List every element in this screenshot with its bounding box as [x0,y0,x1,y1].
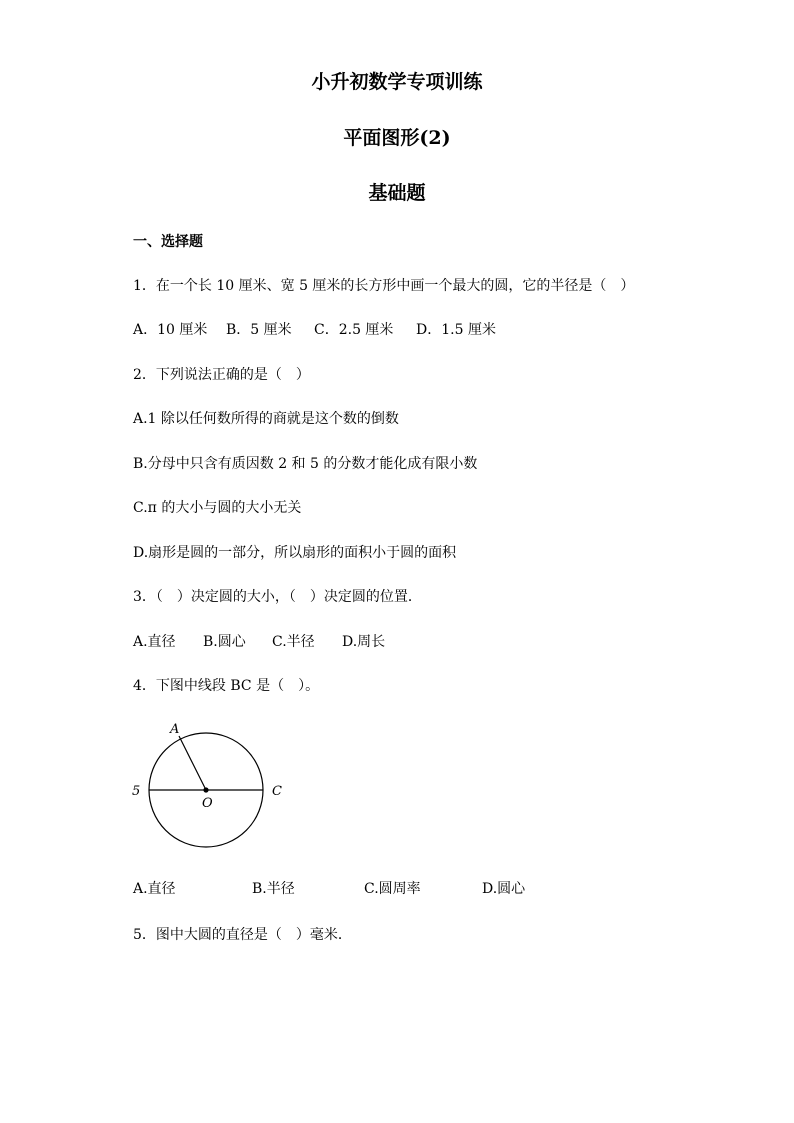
label-b: 5 [132,784,141,799]
question-3-option-c: C.半径 [272,634,315,650]
question-2-stem: 2．下列说法正确的是（ ） [133,367,310,383]
question-3-stem: 3．（ ）决定圆的大小，（ ）决定圆的位置． [133,589,422,605]
question-2-option-a: A.1 除以任何数所得的商就是这个数的倒数 [133,411,399,427]
question-4-option-b: B.半径 [252,881,295,897]
section-title: 一、选择题 [133,234,203,250]
question-4-option-c: C.圆周率 [364,881,421,897]
difficulty-level: 基础题 [368,182,426,204]
question-2-option-c: C.π 的大小与圆的大小无关 [133,500,302,516]
circle-diagram [128,718,288,850]
question-3-option-a: A.直径 [133,634,176,650]
question-2-option-b: B.分母中只含有质因数 2 和 5 的分数才能化成有限小数 [133,456,478,472]
question-4-option-d: D.圆心 [482,881,526,897]
center-point [203,787,208,792]
question-3-option-b: B.圆心 [203,634,246,650]
document-subtitle: 平面图形(2) [343,127,451,149]
question-1-stem: 1．在一个长 10 厘米、宽 5 厘米的长方形中画一个最大的圆，它的半径是（ ） [133,278,635,294]
label-c: C [272,784,282,799]
question-4-option-a: A.直径 [133,881,176,897]
question-1-option-a: A．10 厘米 [133,322,208,338]
document-title: 小升初数学专项训练 [311,71,483,93]
label-a: A [170,722,180,737]
question-1-option-b: B．5 厘米 [226,322,292,338]
question-1-option-d: D．1.5 厘米 [416,322,496,338]
question-2-option-d: D.扇形是圆的一部分，所以扇形的面积小于圆的面积 [133,545,457,561]
segment-oa [179,736,206,790]
question-5-stem: 5．图中大圆的直径是（ ）毫米． [133,927,352,943]
label-o: O [202,796,213,811]
question-3-option-d: D.周长 [342,634,386,650]
question-1-option-c: C．2.5 厘米 [314,322,394,338]
question-4-stem: 4．下图中线段 BC 是（ ）。 [133,678,320,694]
